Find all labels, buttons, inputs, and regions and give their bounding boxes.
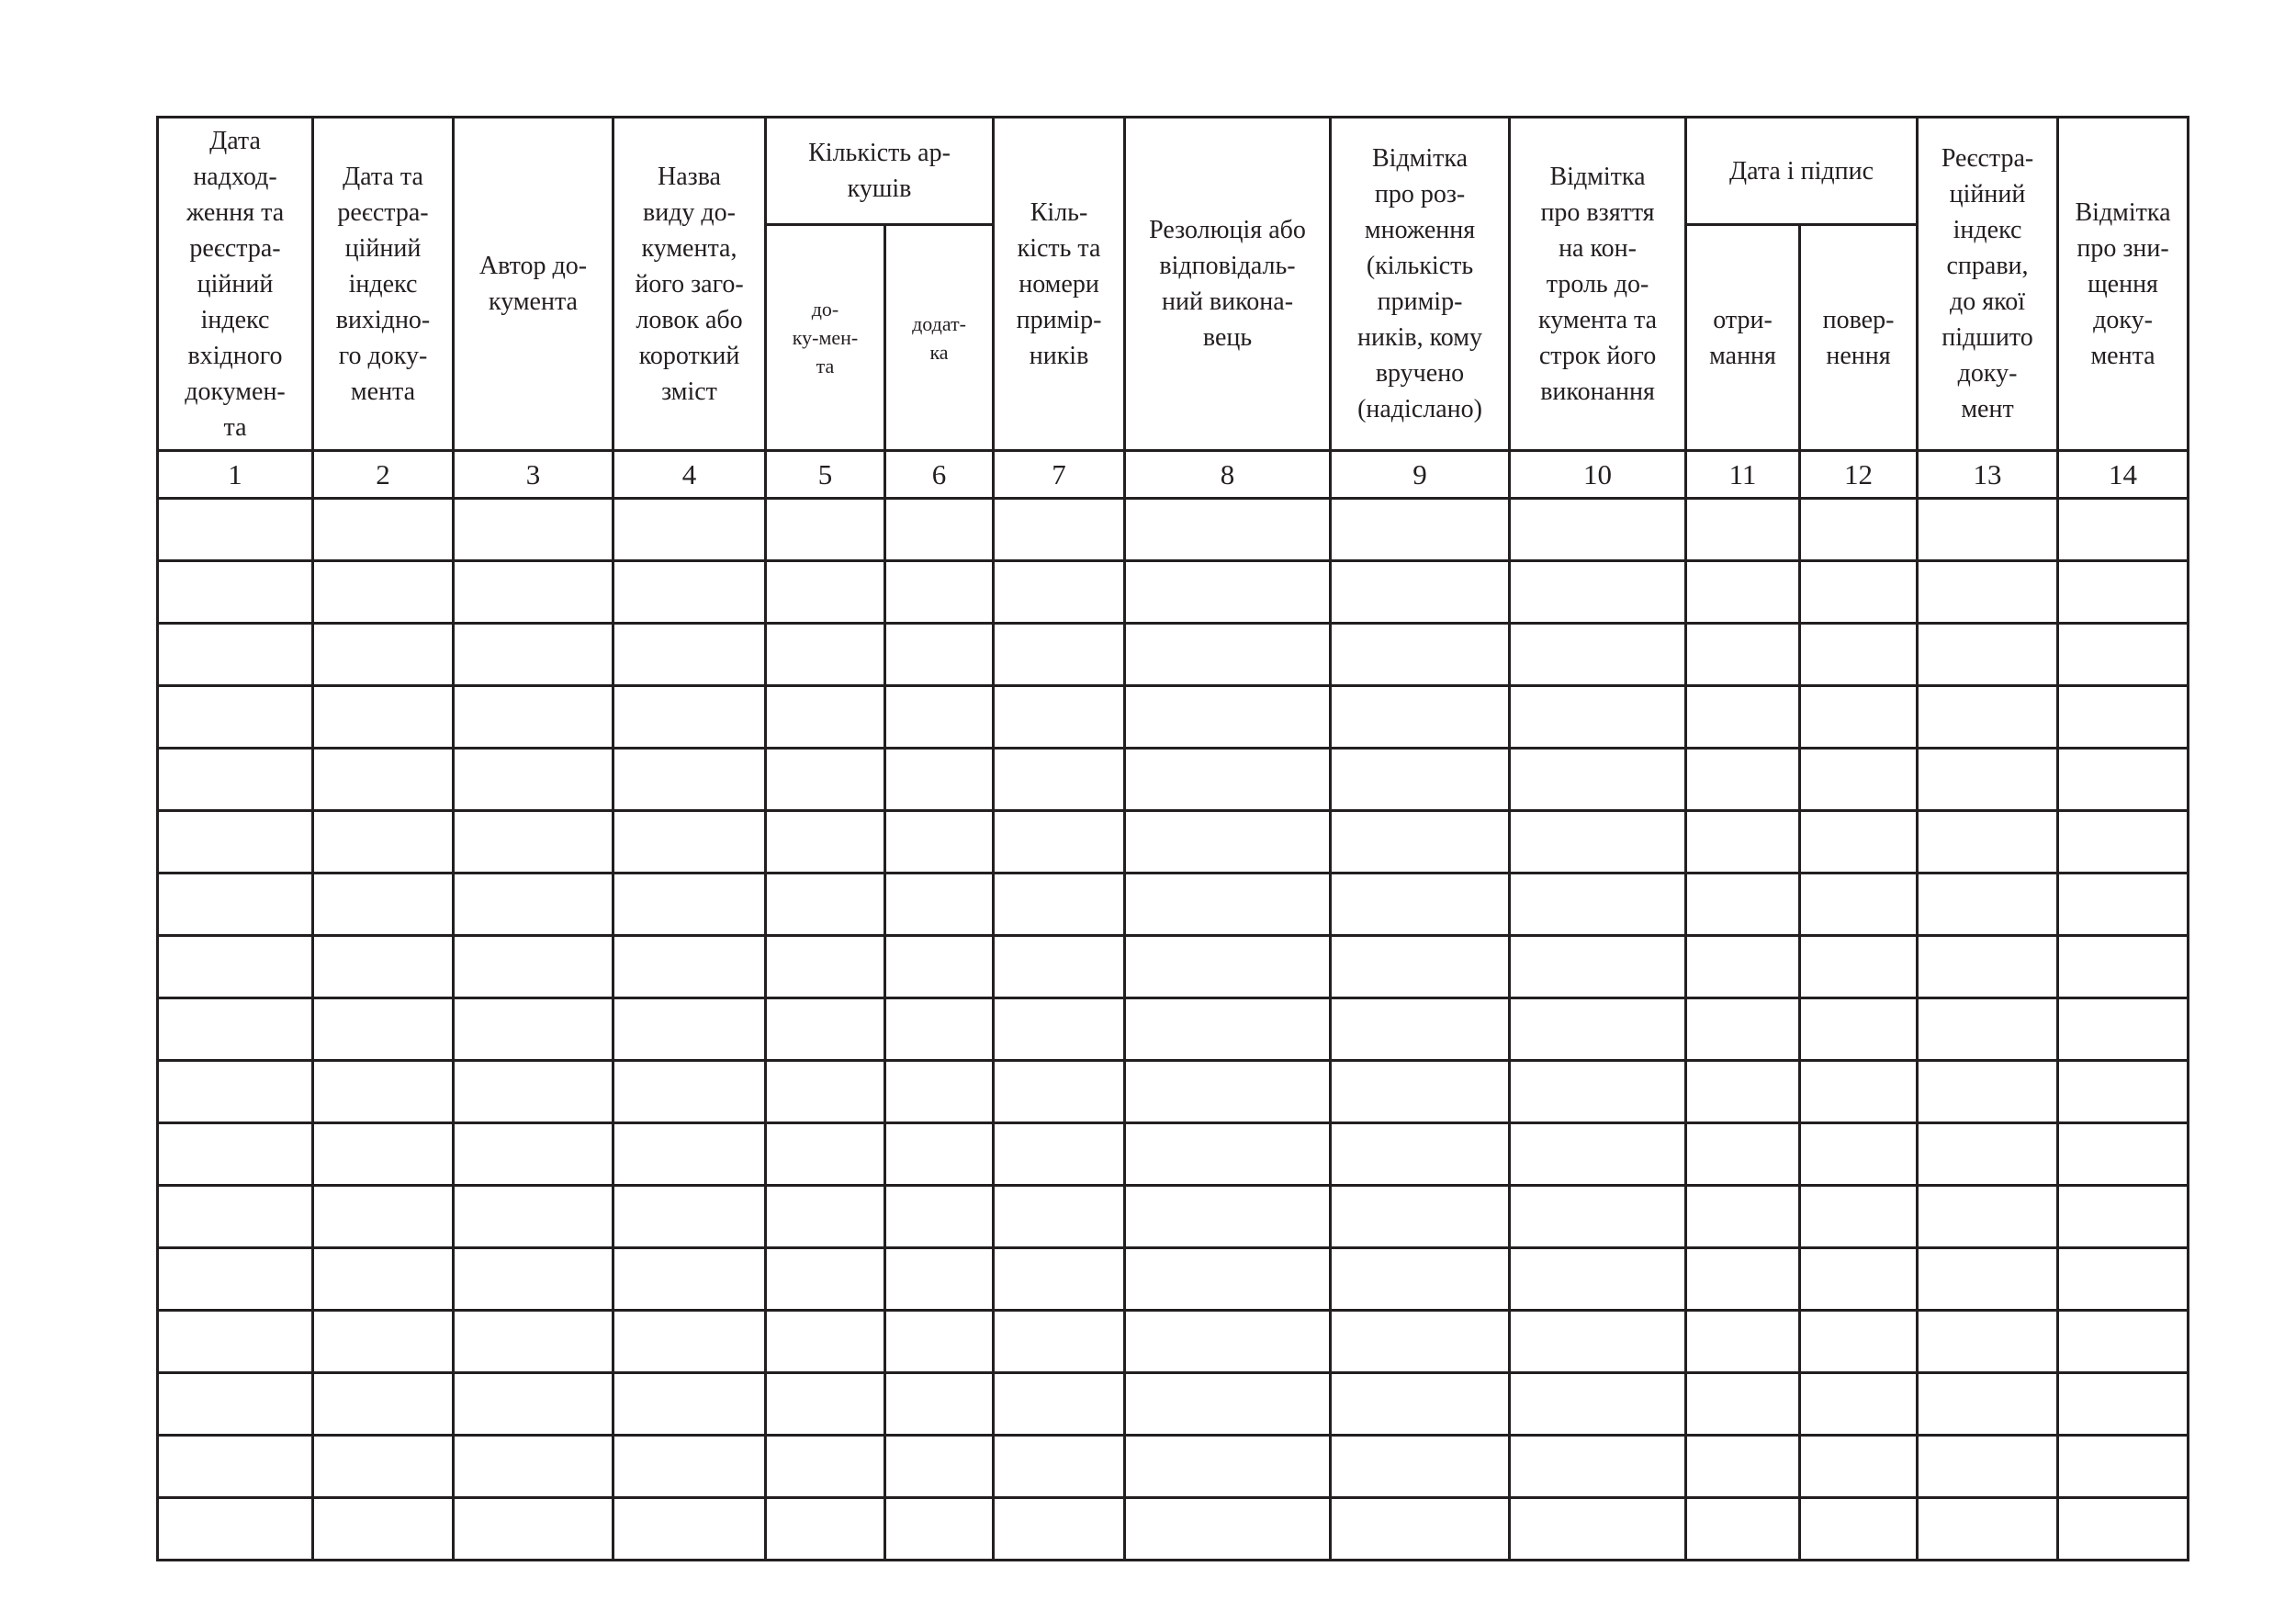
table-cell bbox=[766, 1123, 885, 1186]
table-cell bbox=[885, 686, 994, 749]
table-cell bbox=[1686, 1248, 1800, 1311]
header-document-author: Автор до- кумента bbox=[454, 118, 613, 451]
table-cell bbox=[1918, 1498, 2058, 1561]
column-number: 14 bbox=[2058, 451, 2189, 499]
table-cell bbox=[766, 936, 885, 998]
table-cell bbox=[613, 499, 766, 561]
table-cell bbox=[1331, 1311, 1510, 1373]
table-cell bbox=[1331, 1436, 1510, 1498]
table-cell bbox=[613, 1248, 766, 1311]
table-cell bbox=[454, 1061, 613, 1123]
table-cell bbox=[613, 936, 766, 998]
table-cell bbox=[1686, 1123, 1800, 1186]
table-cell bbox=[158, 873, 313, 936]
table-cell bbox=[1800, 1123, 1918, 1186]
table-cell bbox=[613, 624, 766, 686]
table-cell bbox=[158, 1311, 313, 1373]
table-cell bbox=[1918, 624, 2058, 686]
table-cell bbox=[1800, 1436, 1918, 1498]
table-cell bbox=[766, 499, 885, 561]
table-cell bbox=[313, 811, 454, 873]
table-cell bbox=[158, 1248, 313, 1311]
table-cell bbox=[2058, 1436, 2189, 1498]
header-received: отри- мання bbox=[1686, 225, 1800, 451]
table-cell bbox=[1510, 686, 1686, 749]
table-cell bbox=[158, 1061, 313, 1123]
table-cell bbox=[2058, 1311, 2189, 1373]
table-cell bbox=[1918, 1311, 2058, 1373]
header-reproduction-note: Відмітка про роз- множення (кількість примір- ників, кому вручено (надіслано) bbox=[1331, 118, 1510, 451]
table-cell bbox=[1331, 499, 1510, 561]
table-cell bbox=[1800, 624, 1918, 686]
table-row bbox=[158, 624, 2189, 686]
column-number: 8 bbox=[1125, 451, 1331, 499]
table-cell bbox=[1125, 936, 1331, 998]
table-cell bbox=[1331, 1123, 1510, 1186]
table-cell bbox=[994, 1311, 1125, 1373]
table-cell bbox=[2058, 1186, 2189, 1248]
header-case-index: Реєстра- ційний індекс справи, до якої підшито доку- мент bbox=[1918, 118, 2058, 451]
table-cell bbox=[313, 1248, 454, 1311]
table-cell bbox=[1918, 936, 2058, 998]
table-cell bbox=[1510, 749, 1686, 811]
table-cell bbox=[1510, 1186, 1686, 1248]
column-number: 5 bbox=[766, 451, 885, 499]
table-cell bbox=[1686, 811, 1800, 873]
column-number: 1 bbox=[158, 451, 313, 499]
table-cell bbox=[454, 499, 613, 561]
table-cell bbox=[766, 1373, 885, 1436]
table-cell bbox=[1510, 1123, 1686, 1186]
table-cell bbox=[2058, 1123, 2189, 1186]
table-cell bbox=[1918, 1248, 2058, 1311]
table-cell bbox=[158, 749, 313, 811]
table-cell bbox=[454, 998, 613, 1061]
table-cell bbox=[1686, 561, 1800, 624]
table-cell bbox=[885, 1373, 994, 1436]
table-cell bbox=[313, 561, 454, 624]
table-cell bbox=[313, 936, 454, 998]
table-cell bbox=[1686, 1436, 1800, 1498]
table-cell bbox=[2058, 1248, 2189, 1311]
table-cell bbox=[994, 998, 1125, 1061]
table-cell bbox=[1331, 1186, 1510, 1248]
table-cell bbox=[158, 1186, 313, 1248]
header-copies-count: Кіль- кість та номери примір- ників bbox=[994, 118, 1125, 451]
table-cell bbox=[885, 1061, 994, 1123]
table-cell bbox=[1125, 1123, 1331, 1186]
column-number: 4 bbox=[613, 451, 766, 499]
table-cell bbox=[994, 1436, 1125, 1498]
table-cell bbox=[158, 1123, 313, 1186]
table-cell bbox=[158, 1373, 313, 1436]
table-cell bbox=[1125, 1186, 1331, 1248]
table-cell bbox=[454, 1498, 613, 1561]
table-cell bbox=[766, 1498, 885, 1561]
table-cell bbox=[2058, 811, 2189, 873]
table-cell bbox=[613, 1311, 766, 1373]
table-cell bbox=[1686, 1311, 1800, 1373]
table-cell bbox=[1331, 1373, 1510, 1436]
table-cell bbox=[994, 561, 1125, 624]
table-cell bbox=[2058, 1498, 2189, 1561]
header-returned: повер- нення bbox=[1800, 225, 1918, 451]
table-row bbox=[158, 1186, 2189, 1248]
table-cell bbox=[2058, 1373, 2189, 1436]
table-cell bbox=[454, 1311, 613, 1373]
column-number: 7 bbox=[994, 451, 1125, 499]
table-cell bbox=[1686, 1498, 1800, 1561]
table-cell bbox=[1125, 686, 1331, 749]
table-cell bbox=[313, 1123, 454, 1186]
table-row bbox=[158, 936, 2189, 998]
table-row bbox=[158, 1123, 2189, 1186]
table-cell bbox=[1510, 1436, 1686, 1498]
table-cell bbox=[885, 1498, 994, 1561]
table-cell bbox=[1800, 1248, 1918, 1311]
table-cell bbox=[1918, 1186, 2058, 1248]
document-register-table bbox=[156, 116, 2189, 1561]
table-cell bbox=[1918, 998, 2058, 1061]
table-cell bbox=[1331, 998, 1510, 1061]
table-row bbox=[158, 1061, 2189, 1123]
header-date-signature-group: Дата і підпис bbox=[1686, 118, 1918, 225]
table-row bbox=[158, 873, 2189, 936]
table-cell bbox=[2058, 1061, 2189, 1123]
table-cell bbox=[1800, 749, 1918, 811]
table-cell bbox=[885, 811, 994, 873]
table-cell bbox=[1800, 499, 1918, 561]
column-number: 2 bbox=[313, 451, 454, 499]
table-cell bbox=[2058, 561, 2189, 624]
table-cell bbox=[1331, 936, 1510, 998]
table-cell bbox=[1510, 936, 1686, 998]
table-cell bbox=[885, 998, 994, 1061]
table-cell bbox=[1331, 1498, 1510, 1561]
table-cell bbox=[454, 811, 613, 873]
header-sheets-attachment: додат- ка bbox=[885, 225, 994, 451]
table-cell bbox=[1125, 998, 1331, 1061]
table-cell bbox=[313, 1186, 454, 1248]
table-cell bbox=[613, 998, 766, 1061]
table-cell bbox=[613, 749, 766, 811]
table-cell bbox=[1800, 1373, 1918, 1436]
table-cell bbox=[766, 1311, 885, 1373]
table-cell bbox=[994, 1373, 1125, 1436]
table-row bbox=[158, 749, 2189, 811]
table-cell bbox=[613, 873, 766, 936]
table-cell bbox=[1686, 624, 1800, 686]
table-cell bbox=[454, 686, 613, 749]
table-cell bbox=[1800, 873, 1918, 936]
table-cell bbox=[766, 1186, 885, 1248]
table-cell bbox=[1918, 811, 2058, 873]
table-cell bbox=[1918, 561, 2058, 624]
table-cell bbox=[1686, 1061, 1800, 1123]
table-cell bbox=[1800, 998, 1918, 1061]
table-cell bbox=[1331, 561, 1510, 624]
table-cell bbox=[885, 1123, 994, 1186]
table-cell bbox=[454, 1436, 613, 1498]
table-cell bbox=[158, 561, 313, 624]
table-cell bbox=[1331, 1248, 1510, 1311]
table-cell bbox=[766, 686, 885, 749]
table-cell bbox=[313, 749, 454, 811]
table-cell bbox=[1918, 749, 2058, 811]
table-cell bbox=[1918, 1373, 2058, 1436]
table-cell bbox=[1686, 873, 1800, 936]
table-cell bbox=[994, 811, 1125, 873]
table-row bbox=[158, 561, 2189, 624]
table-cell bbox=[766, 561, 885, 624]
table-cell bbox=[613, 561, 766, 624]
table-cell bbox=[766, 749, 885, 811]
table-cell bbox=[2058, 499, 2189, 561]
table-cell bbox=[2058, 873, 2189, 936]
table-cell bbox=[613, 811, 766, 873]
table-cell bbox=[1800, 1186, 1918, 1248]
table-cell bbox=[2058, 998, 2189, 1061]
table-cell bbox=[1510, 499, 1686, 561]
table-cell bbox=[1686, 998, 1800, 1061]
table-row bbox=[158, 998, 2189, 1061]
table-cell bbox=[313, 499, 454, 561]
table-cell bbox=[313, 1498, 454, 1561]
table-cell bbox=[1918, 686, 2058, 749]
table-cell bbox=[1800, 936, 1918, 998]
table-cell bbox=[1510, 1248, 1686, 1311]
table-cell bbox=[1686, 1373, 1800, 1436]
table-cell bbox=[1686, 1186, 1800, 1248]
table-cell bbox=[994, 749, 1125, 811]
table-row bbox=[158, 1498, 2189, 1561]
table-cell bbox=[2058, 936, 2189, 998]
table-cell bbox=[885, 873, 994, 936]
table-cell bbox=[994, 1061, 1125, 1123]
table-cell bbox=[613, 1123, 766, 1186]
table-cell bbox=[1125, 1061, 1331, 1123]
table-cell bbox=[1125, 1373, 1331, 1436]
header-outgoing-date-index: Дата та реєстра- ційний індекс вихідно- го доку- мента bbox=[313, 118, 454, 451]
table-cell bbox=[1510, 811, 1686, 873]
table-cell bbox=[1125, 499, 1331, 561]
table-cell bbox=[1918, 873, 2058, 936]
table-cell bbox=[1510, 998, 1686, 1061]
table-cell bbox=[158, 811, 313, 873]
table-cell bbox=[885, 1436, 994, 1498]
table-cell bbox=[454, 936, 613, 998]
table-cell bbox=[1331, 1061, 1510, 1123]
table-cell bbox=[1800, 686, 1918, 749]
column-number: 9 bbox=[1331, 451, 1510, 499]
table-row bbox=[158, 1248, 2189, 1311]
table-cell bbox=[454, 1186, 613, 1248]
table-cell bbox=[1686, 749, 1800, 811]
table-cell bbox=[2058, 749, 2189, 811]
table-cell bbox=[613, 686, 766, 749]
table-cell bbox=[885, 1311, 994, 1373]
table-cell bbox=[1918, 1123, 2058, 1186]
table-cell bbox=[1331, 873, 1510, 936]
table-cell bbox=[454, 1123, 613, 1186]
table-cell bbox=[454, 1373, 613, 1436]
table-cell bbox=[1510, 873, 1686, 936]
table-cell bbox=[994, 936, 1125, 998]
table-cell bbox=[1918, 1061, 2058, 1123]
table-cell bbox=[2058, 686, 2189, 749]
header-incoming-date-index: Дата надход- ження та реєстра- ційний індекс вхідного докумен- та bbox=[158, 118, 313, 451]
table-cell bbox=[1510, 1061, 1686, 1123]
table-cell bbox=[994, 1186, 1125, 1248]
register-body bbox=[158, 499, 2189, 1561]
header-document-title: Назва виду до- кумента, його заго- ловок або короткий зміст bbox=[613, 118, 766, 451]
table-cell bbox=[766, 624, 885, 686]
table-cell bbox=[158, 686, 313, 749]
column-number: 11 bbox=[1686, 451, 1800, 499]
table-cell bbox=[313, 624, 454, 686]
table-cell bbox=[454, 873, 613, 936]
table-cell bbox=[1686, 936, 1800, 998]
table-cell bbox=[313, 1061, 454, 1123]
table-cell bbox=[1331, 811, 1510, 873]
table-cell bbox=[1510, 1311, 1686, 1373]
table-cell bbox=[885, 561, 994, 624]
table-cell bbox=[994, 873, 1125, 936]
column-number: 13 bbox=[1918, 451, 2058, 499]
table-cell bbox=[313, 686, 454, 749]
column-number: 3 bbox=[454, 451, 613, 499]
table-cell bbox=[1510, 561, 1686, 624]
table-cell bbox=[994, 1123, 1125, 1186]
table-cell bbox=[994, 624, 1125, 686]
column-number: 10 bbox=[1510, 451, 1686, 499]
table-cell bbox=[766, 1248, 885, 1311]
table-row bbox=[158, 1436, 2189, 1498]
table-cell bbox=[885, 499, 994, 561]
table-cell bbox=[1125, 561, 1331, 624]
table-cell bbox=[613, 1498, 766, 1561]
table-cell bbox=[313, 998, 454, 1061]
header-row-main bbox=[158, 118, 2189, 225]
column-number: 12 bbox=[1800, 451, 1918, 499]
table-cell bbox=[1686, 499, 1800, 561]
table-cell bbox=[885, 624, 994, 686]
table-cell bbox=[613, 1436, 766, 1498]
table-cell bbox=[613, 1186, 766, 1248]
table-cell bbox=[158, 1498, 313, 1561]
table-cell bbox=[766, 998, 885, 1061]
table-cell bbox=[313, 1436, 454, 1498]
table-cell bbox=[313, 873, 454, 936]
table-cell bbox=[1125, 1248, 1331, 1311]
table-cell bbox=[994, 499, 1125, 561]
table-cell bbox=[1331, 624, 1510, 686]
table-cell bbox=[1125, 624, 1331, 686]
table-cell bbox=[1510, 624, 1686, 686]
table-cell bbox=[1800, 1311, 1918, 1373]
header-resolution: Резолюція або відповідаль- ний викона- вець bbox=[1125, 118, 1331, 451]
table-cell bbox=[885, 749, 994, 811]
table-cell bbox=[158, 936, 313, 998]
table-cell bbox=[1686, 686, 1800, 749]
table-row bbox=[158, 1373, 2189, 1436]
table-cell bbox=[1510, 1498, 1686, 1561]
table-cell bbox=[885, 1248, 994, 1311]
table-cell bbox=[1125, 749, 1331, 811]
table-cell bbox=[885, 936, 994, 998]
table-cell bbox=[158, 998, 313, 1061]
table-cell bbox=[766, 1436, 885, 1498]
header-control-note: Відмітка про взяття на кон- троль до- кумента та строк його виконання bbox=[1510, 118, 1686, 451]
table-cell bbox=[766, 1061, 885, 1123]
table-cell bbox=[1800, 561, 1918, 624]
table-cell bbox=[1125, 811, 1331, 873]
table-cell bbox=[1125, 1498, 1331, 1561]
table-cell bbox=[454, 749, 613, 811]
table-cell bbox=[1918, 1436, 2058, 1498]
table-cell bbox=[1800, 1061, 1918, 1123]
table-cell bbox=[1800, 1498, 1918, 1561]
header-destruction-note: Відмітка про зни- щення доку- мента bbox=[2058, 118, 2189, 451]
table-cell bbox=[1510, 1373, 1686, 1436]
table-row bbox=[158, 1311, 2189, 1373]
column-number-row bbox=[158, 451, 2189, 499]
table-cell bbox=[1800, 811, 1918, 873]
table-cell bbox=[1331, 749, 1510, 811]
header-sheet-count-group: Кількість ар- кушів bbox=[766, 118, 994, 225]
table-cell bbox=[1918, 499, 2058, 561]
table-cell bbox=[994, 1248, 1125, 1311]
table-cell bbox=[313, 1311, 454, 1373]
table-cell bbox=[994, 1498, 1125, 1561]
table-cell bbox=[994, 686, 1125, 749]
table-cell bbox=[454, 561, 613, 624]
table-row bbox=[158, 499, 2189, 561]
table-cell bbox=[613, 1373, 766, 1436]
table-cell bbox=[454, 624, 613, 686]
table-cell bbox=[1125, 1436, 1331, 1498]
table-cell bbox=[454, 1248, 613, 1311]
table-cell bbox=[1331, 686, 1510, 749]
table-cell bbox=[766, 873, 885, 936]
table-row bbox=[158, 811, 2189, 873]
table-cell bbox=[1125, 1311, 1331, 1373]
table-cell bbox=[158, 1436, 313, 1498]
table-cell bbox=[2058, 624, 2189, 686]
table-cell bbox=[158, 624, 313, 686]
table-row bbox=[158, 686, 2189, 749]
header-sheets-document: до- ку-мен- та bbox=[766, 225, 885, 451]
table-cell bbox=[313, 1373, 454, 1436]
column-number: 6 bbox=[885, 451, 994, 499]
table-cell bbox=[1125, 873, 1331, 936]
table-cell bbox=[766, 811, 885, 873]
table-cell bbox=[885, 1186, 994, 1248]
table-cell bbox=[613, 1061, 766, 1123]
table-cell bbox=[158, 499, 313, 561]
